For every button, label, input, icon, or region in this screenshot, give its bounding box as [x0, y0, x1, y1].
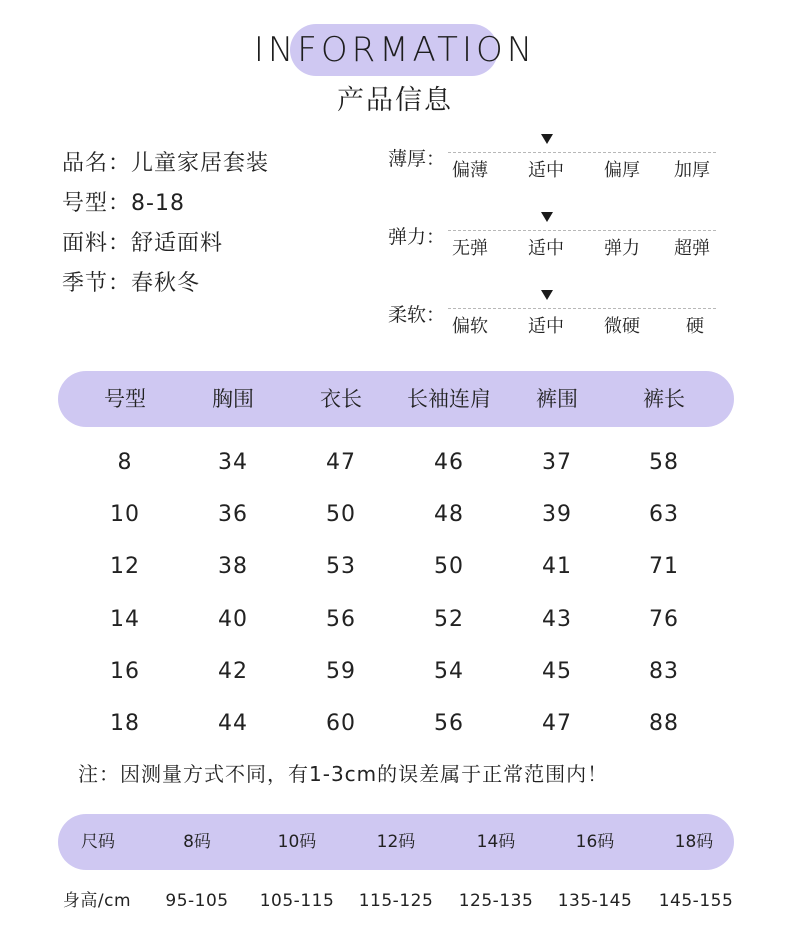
column-header: 14码: [476, 832, 516, 852]
info-label: 号型: [62, 191, 109, 216]
table-row: [58, 437, 734, 489]
table-cell: 37: [542, 450, 572, 475]
table-cell: 83: [649, 658, 679, 684]
title-english: INFORMATION: [253, 30, 537, 70]
scale-option: 硬: [686, 316, 704, 337]
scale-option: 偏软: [452, 316, 488, 337]
selected-arrow-icon: [541, 212, 553, 222]
table-cell: 46: [434, 450, 464, 475]
scale-option-selected: 适中: [528, 160, 564, 181]
attribute-scales: [388, 130, 728, 364]
table-cell: 63: [649, 502, 679, 528]
column-header: 胸围: [212, 387, 254, 411]
table-cell: 34: [218, 450, 248, 475]
scale-label: 薄厚：: [388, 148, 446, 170]
table-cell: 115-125: [358, 891, 434, 911]
info-value: 春秋冬: [131, 271, 201, 296]
table-cell: 71: [649, 554, 679, 580]
column-header: 裤长: [643, 387, 685, 411]
table-cell: 身高/cm: [62, 891, 132, 911]
table-cell: 43: [542, 606, 572, 632]
table-cell: 10: [110, 502, 140, 528]
info-row-name: 品名：儿童家居套装: [62, 151, 270, 176]
table-row: [58, 489, 734, 541]
size-table-body: [58, 437, 734, 750]
table-cell: 14: [110, 606, 140, 632]
scale-dashed-line: [448, 308, 716, 309]
selected-arrow-icon: [541, 290, 553, 300]
info-label: 品名: [62, 151, 109, 176]
title-chinese: 产品信息: [337, 85, 453, 116]
table-cell: 40: [218, 606, 248, 632]
info-value: 舒适面料: [131, 231, 224, 256]
table-cell: 8: [117, 450, 133, 475]
table-cell: 36: [218, 502, 248, 528]
table-cell: 56: [326, 606, 356, 632]
table-cell: 76: [649, 606, 679, 632]
scale-option: 偏薄: [452, 160, 488, 181]
table-row: [58, 646, 734, 698]
table-cell: 58: [649, 450, 679, 475]
size-table-header: [58, 371, 734, 427]
scale-option: 微硬: [604, 316, 640, 337]
table-cell: 60: [326, 710, 356, 736]
scale-option-selected: 适中: [528, 316, 564, 337]
column-header: 10码: [277, 832, 317, 852]
table-cell: 56: [434, 710, 464, 736]
table-cell: 88: [649, 710, 679, 736]
info-label: 面料: [62, 231, 109, 256]
column-header: 18码: [674, 832, 714, 852]
table-cell: 59: [326, 658, 356, 684]
scale-thickness: [388, 130, 728, 208]
table-cell: 48: [434, 502, 464, 528]
scale-dashed-line: [448, 230, 716, 231]
table-cell: 44: [218, 710, 248, 736]
info-row-fabric: 面料：舒适面料: [62, 231, 224, 256]
scale-dashed-line: [448, 152, 716, 153]
table-cell: 135-145: [557, 891, 633, 911]
table-cell: 50: [326, 502, 356, 528]
column-header: 衣长: [320, 387, 362, 411]
product-info-list: [62, 146, 362, 306]
table-row: [58, 698, 734, 750]
scale-label: 柔软：: [388, 304, 446, 326]
table-cell: 12: [110, 554, 140, 580]
info-row-size: 号型：8-18: [62, 191, 185, 216]
info-row-season: 季节：春秋冬: [62, 271, 201, 296]
table-row: [58, 541, 734, 593]
table-cell: 95-105: [165, 891, 229, 911]
table-cell: 18: [110, 710, 140, 736]
header: [0, 0, 790, 120]
height-table-header: [58, 814, 734, 870]
table-cell: 125-135: [458, 891, 534, 911]
table-cell: 53: [326, 554, 356, 580]
column-header: 裤围: [536, 387, 578, 411]
table-cell: 41: [542, 554, 572, 580]
measurement-note: 注：因测量方式不同，有1-3cm的误差属于正常范围内！: [78, 762, 609, 786]
scale-option: 偏厚: [604, 160, 640, 181]
table-cell: 38: [218, 554, 248, 580]
info-label: 季节: [62, 271, 109, 296]
table-cell: 47: [326, 450, 356, 475]
table-cell: 45: [542, 658, 572, 684]
table-cell: 42: [218, 658, 248, 684]
table-cell: 105-115: [259, 891, 335, 911]
table-cell: 145-155: [658, 891, 734, 911]
scale-elasticity: [388, 208, 728, 286]
table-cell: 16: [110, 658, 140, 684]
scale-option: 弹力: [604, 238, 640, 259]
scale-option-selected: 适中: [528, 238, 564, 259]
column-header: 12码: [376, 832, 416, 852]
column-header: 尺码: [81, 832, 115, 852]
height-table-row: [58, 884, 734, 918]
table-cell: 47: [542, 710, 572, 736]
scale-softness: [388, 286, 728, 364]
column-header: 16码: [575, 832, 615, 852]
column-header: 号型: [104, 387, 146, 411]
column-header: 8码: [183, 832, 211, 852]
table-cell: 52: [434, 606, 464, 632]
scale-option: 超弹: [674, 238, 710, 259]
info-value: 儿童家居套装: [131, 151, 270, 176]
table-cell: 50: [434, 554, 464, 580]
scale-option: 无弹: [452, 238, 488, 259]
table-row: [58, 594, 734, 646]
info-value: 8-18: [131, 191, 185, 216]
column-header: 长袖连肩: [407, 387, 491, 411]
selected-arrow-icon: [541, 134, 553, 144]
scale-option: 加厚: [674, 160, 710, 181]
table-cell: 39: [542, 502, 572, 528]
scale-label: 弹力：: [388, 226, 446, 248]
table-cell: 54: [434, 658, 464, 684]
